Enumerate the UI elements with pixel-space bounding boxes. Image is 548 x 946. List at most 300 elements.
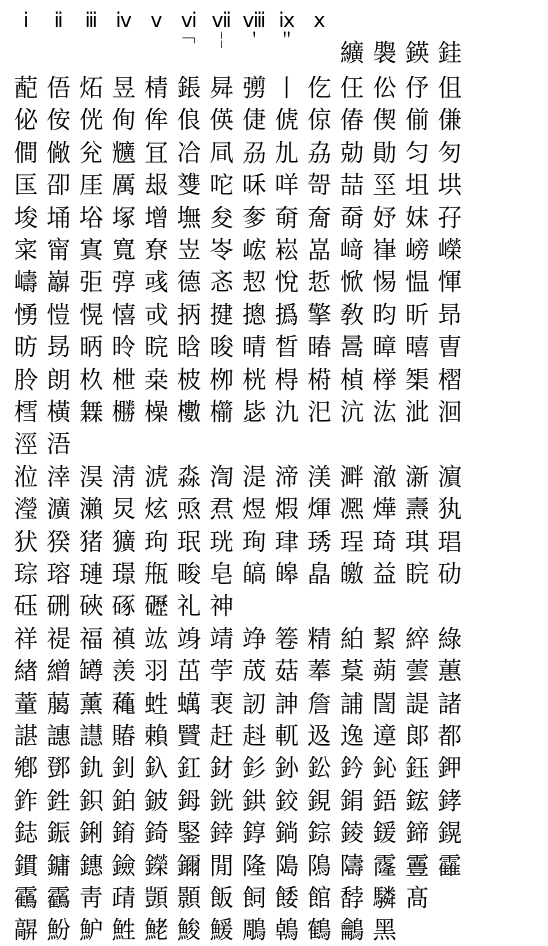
glyph-cell: 昀 — [372, 300, 397, 329]
glyph-cell: 曻 — [209, 74, 234, 102]
glyph-cell: 垬 — [437, 171, 462, 200]
glyph-cell: 薰 — [79, 689, 104, 718]
glyph-cell: 福 — [79, 624, 104, 653]
glyph-cell: 裵 — [209, 689, 234, 718]
glyph-cell: 坥 — [405, 171, 430, 200]
glyph-cell: 樰 — [14, 398, 38, 426]
glyph-cell: 蘒 — [111, 689, 136, 718]
glyph-cell: 崧 — [274, 236, 299, 264]
glyph-cell: 栁 — [209, 365, 234, 394]
glyph-cell: 悊 — [307, 268, 332, 297]
glyph-cell: 鏆 — [14, 851, 38, 880]
glyph-cell: 琩 — [437, 527, 462, 556]
glyph-cell: 珵 — [340, 527, 364, 556]
glyph-cell: 諸 — [437, 689, 462, 718]
glyph-row — [0, 914, 548, 946]
glyph-cell: 蕫 — [14, 689, 38, 718]
glyph-cell: 鉑 — [111, 786, 136, 815]
glyph-cell: 劜 — [274, 138, 299, 167]
glyph-cell: 飯 — [209, 884, 234, 912]
glyph-cell: 橫 — [46, 398, 71, 426]
glyph-cell: ⅴ — [150, 8, 163, 32]
glyph-cell: 炅 — [111, 495, 136, 524]
glyph-cell: 錡 — [144, 819, 169, 848]
glyph-cell: 鍈 — [405, 39, 430, 67]
glyph-cell: 鮏 — [111, 916, 136, 945]
glyph-cell: 郞 — [405, 722, 430, 750]
glyph-cell: 釞 — [144, 754, 169, 783]
glyph-row — [0, 396, 548, 428]
glyph-cell: 隝 — [307, 851, 332, 880]
glyph-cell: 柀 — [177, 365, 201, 394]
glyph-cell: 羡 — [111, 657, 136, 686]
glyph-cell: 昻 — [437, 300, 462, 329]
glyph-cell: 奓 — [242, 203, 267, 232]
glyph-cell: 枻 — [111, 365, 136, 394]
glyph-cell: 禛 — [111, 624, 136, 653]
glyph-cell: 佖 — [14, 106, 38, 135]
glyph-cell: 銈 — [437, 39, 462, 67]
glyph-cell: 愑 — [14, 300, 38, 329]
glyph-cell: ⅷ — [242, 8, 266, 32]
glyph-cell: 勛 — [372, 138, 397, 167]
glyph-cell: 尞 — [144, 236, 169, 264]
glyph-cell: 精 — [307, 624, 332, 653]
glyph-cell: 緖 — [14, 657, 38, 686]
glyph-cell: 葈 — [340, 657, 364, 686]
glyph-cell: 巐 — [46, 268, 71, 297]
glyph-cell: 﨨 — [209, 819, 234, 848]
glyph-row — [0, 331, 548, 363]
glyph-cell: 隯 — [340, 851, 364, 880]
glyph-cell: 犱 — [437, 495, 462, 524]
glyph-row — [0, 461, 548, 493]
glyph-row — [0, 752, 548, 784]
glyph-cell: 晴 — [242, 333, 267, 362]
glyph-cell: 皞 — [274, 560, 299, 588]
glyph-cell — [303, 590, 335, 622]
glyph-cell: 鏞 — [46, 851, 71, 880]
glyph-cell: 勀 — [340, 138, 364, 167]
glyph-cell: 劦 — [307, 138, 332, 167]
glyph-cell: 菇 — [274, 657, 299, 686]
glyph-cell — [238, 590, 270, 622]
glyph-cell: 偂 — [405, 106, 430, 135]
glyph-cell: 寘 — [79, 236, 104, 264]
glyph-cell: 獷 — [111, 527, 136, 556]
glyph-cell: 桒 — [144, 365, 169, 394]
glyph-cell: 蓜 — [14, 74, 38, 102]
glyph-cell: 蒴 — [372, 657, 397, 686]
glyph-row — [0, 590, 548, 622]
glyph-cell: 鉙 — [79, 786, 104, 815]
glyph-cell: 鈆 — [307, 754, 332, 783]
glyph-cell — [238, 428, 270, 460]
glyph-cell — [238, 37, 270, 69]
glyph-cell: 愠 — [405, 268, 430, 297]
glyph-cell: 煇 — [307, 495, 332, 524]
glyph-cell: 鵰 — [242, 916, 267, 945]
glyph-cell: 淲 — [144, 462, 169, 491]
glyph-cell: 澵 — [405, 462, 430, 491]
glyph-cell: 弡 — [79, 268, 104, 297]
glyph-cell: 釗 — [111, 754, 136, 783]
glyph-cell: 鋗 — [340, 786, 364, 815]
glyph-cell: 焏 — [177, 495, 201, 524]
glyph-row — [0, 526, 548, 558]
glyph-cell: 暿 — [405, 333, 430, 362]
glyph-cell: 彧 — [144, 268, 169, 297]
glyph-cell — [206, 428, 238, 460]
glyph-cell: 峵 — [242, 236, 267, 264]
glyph-cell — [401, 914, 433, 946]
glyph-cell: 黑 — [372, 916, 397, 945]
glyph-cell: 益 — [372, 560, 397, 588]
glyph-cell: 撝 — [274, 300, 299, 329]
glyph-cell: 鈺 — [405, 754, 430, 783]
glyph-cell: 霻 — [405, 851, 430, 880]
glyph-cell — [336, 428, 368, 460]
glyph-cell: 德 — [177, 268, 201, 297]
glyph-cell: ⅵ — [180, 8, 198, 32]
glyph-cell: 氿 — [274, 398, 299, 426]
glyph-cell: 誾 — [372, 689, 397, 718]
glyph-row — [0, 623, 548, 655]
glyph-cell: 珣 — [242, 527, 267, 556]
glyph-cell: 硺 — [111, 592, 136, 621]
glyph-cell: 皜 — [242, 560, 267, 588]
glyph-cell: 嵭 — [405, 236, 430, 264]
glyph-cell: 隆 — [242, 851, 267, 880]
glyph-cell: 礼 — [177, 592, 201, 621]
glyph-cell: 賴 — [144, 722, 169, 750]
glyph-cell: 猪 — [79, 527, 104, 556]
glyph-cell: 﨟 — [46, 689, 71, 718]
glyph-cell: 顗 — [144, 884, 169, 912]
glyph-cell: 驎 — [372, 884, 397, 912]
glyph-cell: 靖 — [209, 624, 234, 653]
glyph-cell — [434, 914, 466, 946]
glyph-cell: 伃 — [405, 74, 430, 102]
glyph-cell: 俿 — [274, 106, 299, 135]
glyph-cell: ＇ — [245, 31, 264, 52]
glyph-cell: 咊 — [242, 171, 267, 200]
glyph-cell: 神 — [209, 592, 234, 621]
glyph-cell: 鮻 — [177, 916, 201, 945]
glyph-row — [0, 299, 548, 331]
glyph-row — [0, 202, 548, 234]
glyph-cell: 砡 — [14, 592, 38, 621]
glyph-cell: 昱 — [111, 74, 136, 102]
glyph-cell: 瀇 — [46, 495, 71, 524]
glyph-cell: 昕 — [405, 300, 430, 329]
glyph-cell: 櫢 — [177, 398, 201, 426]
glyph-row — [0, 266, 548, 298]
glyph-cell: ￢ — [180, 31, 198, 52]
glyph-cell: 鈊 — [372, 754, 397, 783]
glyph-cell: 鋙 — [372, 786, 397, 815]
glyph-row — [0, 558, 548, 590]
glyph-cell: 顥 — [177, 884, 201, 912]
glyph-cell: 鉎 — [46, 786, 71, 815]
glyph-cell: 淸 — [111, 462, 136, 491]
glyph-cell: 榘 — [405, 365, 430, 394]
glyph-row — [0, 104, 548, 136]
glyph-cell: 珉 — [177, 527, 201, 556]
glyph-cell: ⅸ — [278, 8, 295, 32]
glyph-cell: 閒 — [209, 851, 234, 880]
glyph-cell: 汜 — [307, 398, 332, 426]
glyph-row — [0, 720, 548, 752]
glyph-cell — [43, 37, 75, 69]
glyph-cell: 瀨 — [79, 495, 104, 524]
glyph-cell: 祥 — [14, 624, 38, 653]
glyph-cell: 竫 — [242, 624, 267, 653]
glyph-cell: 鈼 — [14, 786, 38, 815]
glyph-cell: 泚 — [405, 398, 430, 426]
glyph-cell: 揵 — [209, 300, 234, 329]
glyph-cell: 愷 — [46, 300, 71, 329]
glyph-cell: 奛 — [274, 203, 299, 232]
glyph-cell: 﨤 — [307, 722, 332, 750]
glyph-cell: 匤 — [14, 171, 38, 200]
glyph-cell: 橳 — [111, 398, 136, 426]
glyph-cell: 諶 — [14, 722, 38, 750]
glyph-cell: 羽 — [144, 657, 169, 686]
glyph-cell: 蕙 — [437, 657, 462, 686]
glyph-cell: 鎤 — [437, 819, 462, 848]
glyph-cell: 煜 — [242, 495, 267, 524]
glyph-row — [0, 493, 548, 525]
glyph-cell: 塚 — [111, 203, 136, 232]
glyph-cell: 銧 — [209, 786, 234, 815]
glyph-cell: 凬 — [209, 138, 234, 167]
glyph-cell: 犾 — [14, 527, 38, 556]
glyph-cell: 﨣 — [242, 722, 267, 750]
glyph-cell: 焄 — [209, 495, 234, 524]
glyph-cell — [140, 37, 172, 69]
glyph-cell: 晥 — [144, 333, 169, 362]
glyph-cell: 髙 — [405, 884, 430, 912]
glyph-cell: 仡 — [307, 74, 332, 102]
glyph-cell: 忞 — [209, 268, 234, 297]
glyph-cell: 橆 — [79, 398, 104, 426]
glyph-cell: 嵂 — [372, 236, 397, 264]
glyph-cell: 釭 — [177, 754, 201, 783]
glyph-cell: 皂 — [209, 560, 234, 588]
glyph-cell: 槢 — [437, 365, 462, 394]
glyph-cell: 﨔 — [372, 365, 397, 394]
glyph-cell: 綠 — [437, 624, 462, 653]
glyph-cell: 繒 — [46, 657, 71, 686]
glyph-cell: 橾 — [144, 398, 169, 426]
glyph-cell: ＂ — [277, 31, 296, 52]
glyph-cell: 琦 — [372, 527, 397, 556]
glyph-cell: 箞 — [274, 624, 299, 653]
glyph-cell: ⅹ — [313, 8, 326, 32]
glyph-cell: 凞 — [340, 495, 364, 524]
glyph-cell: 鍗 — [405, 819, 430, 848]
glyph-cell — [271, 37, 303, 69]
glyph-cell: 琮 — [14, 560, 38, 588]
glyph-cell: 倢 — [242, 106, 267, 135]
glyph-cell: 馞 — [340, 884, 364, 912]
glyph-cell — [303, 37, 335, 69]
glyph-cell: 刕 — [242, 138, 267, 167]
glyph-cell: 丨 — [274, 74, 299, 102]
glyph-cell: 鋧 — [307, 786, 332, 815]
glyph-cell: 鋓 — [79, 819, 104, 848]
glyph-cell: 冾 — [177, 138, 201, 167]
glyph-cell: 毖 — [242, 398, 267, 426]
glyph-cell: 晗 — [177, 333, 201, 362]
glyph-cell — [75, 428, 107, 460]
glyph-cell — [173, 37, 205, 69]
glyph-cell: 朎 — [14, 365, 38, 394]
glyph-row — [0, 785, 548, 817]
glyph-cell: 魲 — [79, 916, 104, 945]
glyph-cell: 鋿 — [274, 819, 299, 848]
glyph-cell — [271, 428, 303, 460]
glyph-cell: 鑈 — [177, 851, 201, 880]
glyph-cell: 淼 — [177, 462, 201, 491]
glyph-cell: 涇 — [14, 430, 38, 459]
glyph-cell — [434, 882, 466, 914]
glyph-cell: 湜 — [242, 462, 267, 491]
glyph-cell: 釤 — [242, 754, 267, 783]
glyph-row — [0, 364, 548, 396]
glyph-cell: 傔 — [437, 106, 462, 135]
glyph-cell: 倞 — [307, 106, 332, 135]
glyph-cell: 悅 — [274, 268, 299, 297]
glyph-cell: 卲 — [46, 171, 71, 200]
glyph-cell: 靏 — [46, 884, 71, 912]
glyph-cell: 曺 — [437, 333, 462, 362]
glyph-cell: 涬 — [46, 462, 71, 491]
glyph-cell: 增 — [144, 203, 169, 232]
glyph-cell: 抦 — [177, 300, 201, 329]
glyph-cell: 睆 — [405, 560, 430, 588]
glyph-cell: ￤ — [212, 31, 231, 52]
glyph-row — [0, 37, 548, 69]
glyph-cell: 惕 — [372, 268, 397, 297]
glyph-cell: 瀅 — [14, 495, 38, 524]
glyph-cell: 鋠 — [46, 819, 71, 848]
glyph-row — [0, 137, 548, 169]
glyph-cell: 摠 — [242, 300, 267, 329]
glyph-cell: 錞 — [242, 819, 267, 848]
glyph-cell: 汯 — [372, 398, 397, 426]
glyph-cell: 坙 — [372, 171, 397, 200]
glyph-cell: 仼 — [340, 74, 364, 102]
glyph-cell: 妤 — [372, 203, 397, 232]
glyph-cell: 渼 — [307, 462, 332, 491]
glyph-cell: 鈐 — [340, 754, 364, 783]
glyph-cell: 奝 — [307, 203, 332, 232]
glyph-cell — [140, 428, 172, 460]
glyph-cell: 燾 — [405, 495, 430, 524]
glyph-cell: 鏸 — [79, 851, 104, 880]
glyph-cell: 諟 — [405, 689, 430, 718]
glyph-cell: 侔 — [144, 106, 169, 135]
glyph-cell: 鰀 — [209, 916, 234, 945]
glyph-cell: 絜 — [372, 624, 397, 653]
glyph-cell: 瑢 — [46, 560, 71, 588]
glyph-cell: 戓 — [144, 300, 169, 329]
glyph-cell: 竑 — [144, 624, 169, 653]
glyph-cell: 侚 — [111, 106, 136, 135]
glyph-cell: 甯 — [46, 236, 71, 264]
glyph-cell: 渧 — [274, 462, 299, 491]
glyph-cell: 﨏 — [79, 203, 104, 232]
glyph-cell: 綷 — [405, 624, 430, 653]
glyph-cell: 昤 — [111, 333, 136, 362]
glyph-cell: 譿 — [79, 722, 104, 750]
glyph-cell: 棏 — [274, 365, 299, 394]
glyph-cell: 暲 — [372, 333, 397, 362]
glyph-cell: 都 — [437, 722, 462, 750]
glyph-cell: 賰 — [111, 722, 136, 750]
glyph-cell: 璟 — [111, 560, 136, 588]
glyph-cell: 鵫 — [274, 916, 299, 945]
glyph-cell: ⅲ — [84, 8, 98, 32]
glyph-cell: 茁 — [177, 657, 201, 686]
glyph-cell: 鉷 — [242, 786, 267, 815]
glyph-cell: 晙 — [209, 333, 234, 362]
glyph-cell: 荢 — [209, 657, 234, 686]
glyph-cell: 﨎 — [177, 171, 201, 200]
glyph-cell: 晳 — [274, 333, 299, 362]
glyph-cell: 寀 — [14, 236, 38, 264]
glyph-cell: 炻 — [79, 74, 104, 102]
glyph-cell: 軏 — [274, 722, 299, 750]
glyph-cell: ⅶ — [211, 8, 232, 32]
glyph-row — [0, 428, 548, 460]
glyph-cell: 兊 — [79, 138, 104, 167]
glyph-cell: 館 — [307, 884, 332, 912]
glyph-cell: 昉 — [14, 333, 38, 362]
glyph-cell: 匀 — [405, 138, 430, 167]
glyph-cell: 燁 — [372, 495, 397, 524]
glyph-cell: 偆 — [340, 106, 364, 135]
glyph-cell: 寬 — [111, 236, 136, 264]
glyph-cell — [10, 37, 42, 69]
glyph-cell: 錝 — [307, 819, 332, 848]
glyph-cell: 敎 — [340, 300, 364, 329]
glyph-cell: 纊 — [340, 39, 364, 67]
glyph-cell: 鑅 — [144, 851, 169, 880]
glyph-cell: 濵 — [437, 462, 462, 491]
glyph-cell: 暙 — [307, 333, 332, 362]
glyph-cell — [75, 37, 107, 69]
glyph-cell: 訒 — [242, 689, 267, 718]
glyph-cell: 硎 — [46, 592, 71, 621]
glyph-cell: 靑 — [79, 884, 104, 912]
glyph-cell: 鋐 — [405, 786, 430, 815]
glyph-cell: 浯 — [46, 430, 71, 459]
glyph-cell — [271, 590, 303, 622]
glyph-cell: 訷 — [274, 689, 299, 718]
glyph-cell: 劯 — [437, 560, 462, 588]
glyph-cell: 厓 — [79, 171, 104, 200]
glyph-row — [0, 850, 548, 882]
glyph-cell: 愰 — [79, 300, 104, 329]
glyph-row — [0, 688, 548, 720]
glyph-cell: 涖 — [14, 462, 38, 491]
glyph-cell: 俉 — [46, 74, 71, 102]
glyph-cell: 夋 — [209, 203, 234, 232]
glyph-cell: 偀 — [209, 106, 234, 135]
